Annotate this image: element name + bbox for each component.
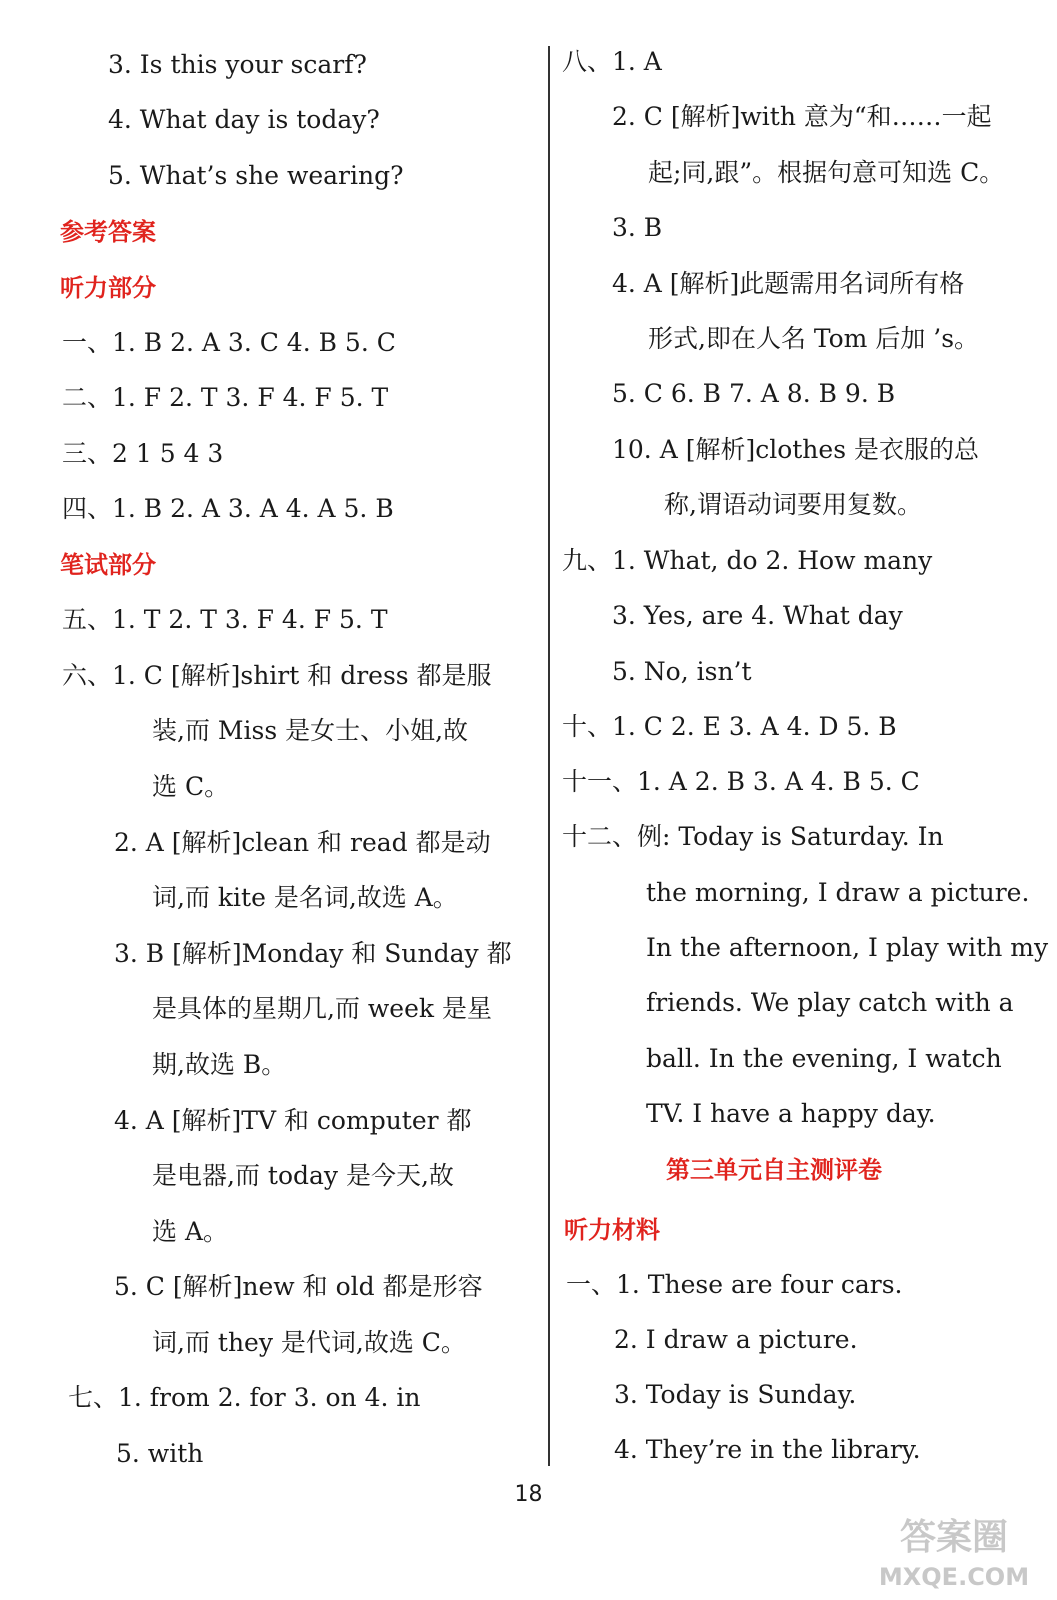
right-text-line: 5. No, isn’t (612, 657, 752, 686)
left-text-line: 2. A [解析]clean 和 read 都是动 (114, 828, 491, 857)
page-number: 18 (514, 1482, 543, 1507)
right-text-line: 2. I draw a picture. (614, 1325, 858, 1354)
right-text-line: 5. C 6. B 7. A 8. B 9. B (612, 379, 896, 408)
left-section-heading: 笔试部分 (60, 551, 156, 579)
right-text-line: 2. C [解析]with 意为“和……一起 (612, 102, 992, 131)
left-text-line: 七、1. from 2. for 3. on 4. in (68, 1383, 421, 1412)
right-section-heading: 听力材料 (564, 1216, 660, 1244)
left-text-line: 选 A。 (152, 1217, 229, 1246)
left-text-line: 5. with (116, 1439, 204, 1468)
left-text-line: 选 C。 (152, 772, 230, 801)
left-text-line: 四、1. B 2. A 3. A 4. A 5. B (62, 494, 394, 523)
left-text-line: 是具体的星期几,而 week 是星 (152, 994, 492, 1023)
left-text-line: 二、1. F 2. T 3. F 4. F 5. T (62, 383, 389, 412)
right-text-line: 八、1. A (562, 47, 662, 76)
left-text-line: 5. What’s she wearing? (108, 161, 404, 190)
right-text-line: 4. A [解析]此题需用名词所有格 (612, 269, 965, 298)
right-section-heading: 第三单元自主测评卷 (666, 1156, 882, 1184)
watermark-domain: MXQE.COM (878, 1563, 1030, 1591)
right-text-line: In the afternoon, I play with my (646, 933, 1049, 962)
right-text-line: 3. Yes, are 4. What day (612, 601, 903, 630)
left-text-line: 4. A [解析]TV 和 computer 都 (114, 1106, 472, 1135)
right-text-line: 十、1. C 2. E 3. A 4. D 5. B (562, 712, 897, 741)
column-divider (548, 46, 550, 1466)
right-text-line: 九、1. What, do 2. How many (562, 546, 933, 575)
right-text-line: 10. A [解析]clothes 是衣服的总 (612, 435, 979, 464)
right-text-line: the morning, I draw a picture. (646, 878, 1030, 907)
right-text-line: 十二、例: Today is Saturday. In (562, 822, 944, 851)
left-text-line: 是电器,而 today 是今天,故 (152, 1161, 454, 1190)
right-text-line: 3. Today is Sunday. (614, 1380, 857, 1409)
right-text-line: 4. They’re in the library. (614, 1435, 921, 1464)
left-text-line: 六、1. C [解析]shirt 和 dress 都是服 (62, 661, 492, 690)
watermark-title: 答案圈 (899, 1517, 1008, 1558)
right-text-line: friends. We play catch with a (646, 988, 1014, 1017)
right-text-line: ball. In the evening, I watch (646, 1044, 1002, 1073)
left-text-line: 3. Is this your scarf? (108, 50, 367, 79)
left-section-heading: 听力部分 (60, 274, 156, 302)
right-text-line: 起;同,跟”。根据句意可知选 C。 (648, 158, 1005, 187)
left-text-line: 词,而 kite 是名词,故选 A。 (152, 883, 458, 912)
left-text-line: 装,而 Miss 是女士、小姐,故 (152, 716, 469, 745)
left-text-line: 3. B [解析]Monday 和 Sunday 都 (114, 939, 512, 968)
left-text-line: 5. C [解析]new 和 old 都是形容 (114, 1272, 483, 1301)
right-text-line: TV. I have a happy day. (646, 1099, 936, 1128)
right-text-line: 十一、1. A 2. B 3. A 4. B 5. C (562, 767, 920, 796)
watermark-logo (859, 1516, 1049, 1596)
left-text-line: 三、2 1 5 4 3 (62, 439, 224, 468)
right-text-line: 3. B (612, 213, 663, 242)
left-text-line: 4. What day is today? (108, 105, 380, 134)
left-text-line: 词,而 they 是代词,故选 C。 (152, 1328, 466, 1357)
left-text-line: 一、1. B 2. A 3. C 4. B 5. C (62, 328, 396, 357)
right-text-line: 称,谓语动词要用复数。 (664, 490, 922, 519)
right-text-line: 一、1. These are four cars. (566, 1270, 903, 1299)
left-section-heading: 参考答案 (60, 218, 156, 246)
left-text-line: 期,故选 B。 (152, 1050, 287, 1079)
right-text-line: 形式,即在人名 Tom 后加 ’s。 (648, 324, 980, 353)
left-text-line: 五、1. T 2. T 3. F 4. F 5. T (62, 605, 388, 634)
